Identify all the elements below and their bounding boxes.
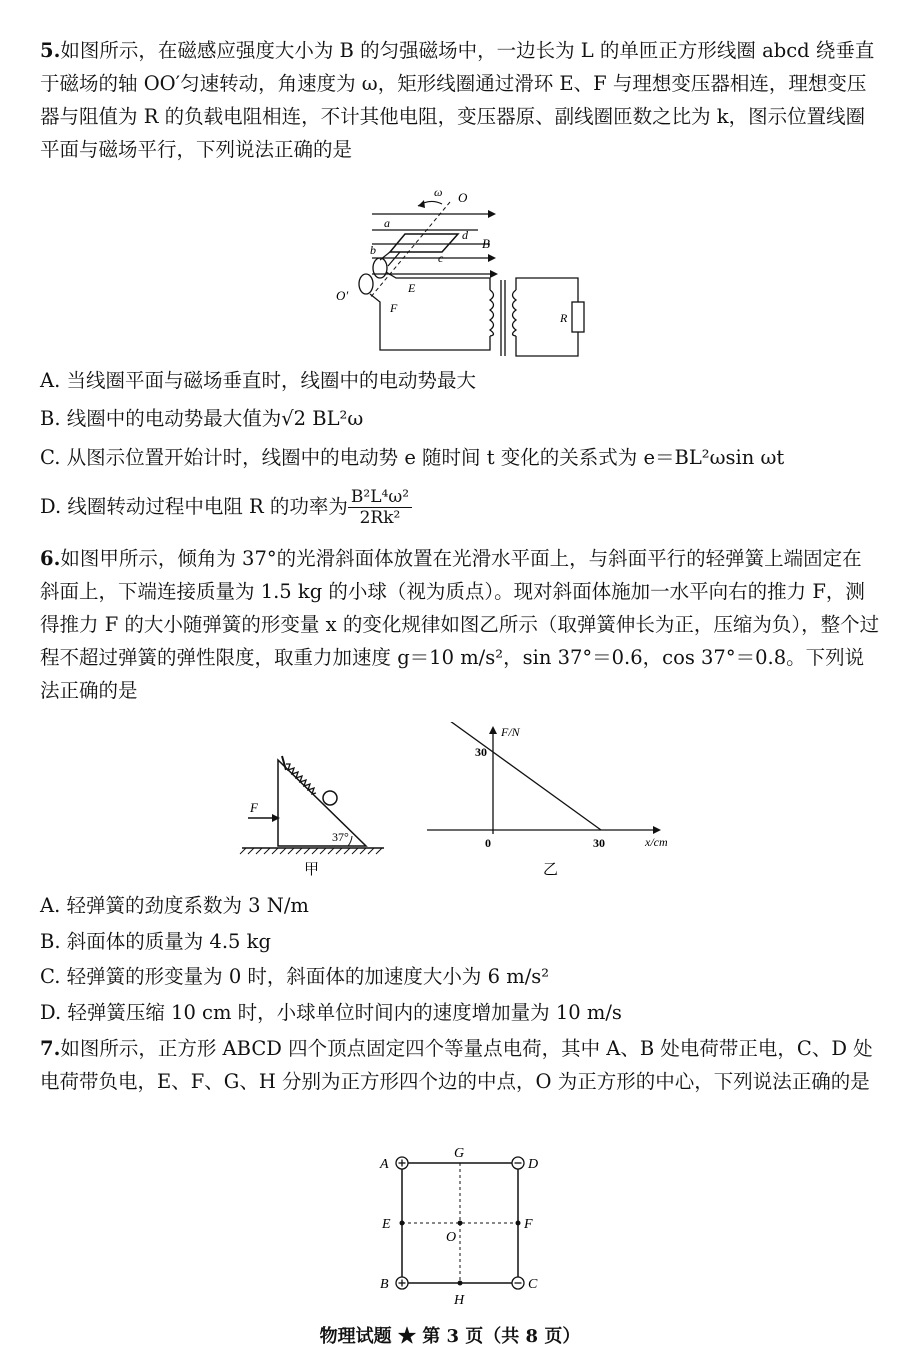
label-e: E [408, 281, 416, 295]
slip-ring-icon [373, 258, 387, 278]
label-o: O [458, 190, 468, 205]
origin-label: 0 [485, 836, 491, 850]
point-f [516, 1221, 521, 1226]
label-a: A [380, 1157, 389, 1172]
positive-charge-icon [396, 1157, 408, 1169]
q7-number: 7. [40, 1037, 61, 1060]
negative-charge-icon [512, 1277, 524, 1289]
slip-ring-icon [359, 274, 373, 294]
x-tick-label: 30 [593, 836, 605, 850]
label-force-f: F [250, 800, 258, 815]
label-f: F [524, 1217, 533, 1232]
label-h: H [454, 1293, 465, 1308]
label-angle: 37° [332, 830, 349, 844]
q6-number: 6. [40, 547, 61, 570]
q5-option-b: B. 线圈中的电动势最大值为√2 BL²ω [40, 407, 364, 430]
label-c: C [528, 1277, 538, 1292]
q6-option-a: A. 轻弹簧的劲度系数为 3 N/m [40, 894, 309, 917]
y-axis-arrow-icon [489, 726, 497, 734]
label-e: E [382, 1217, 391, 1232]
label-b: b [370, 243, 376, 257]
point-o [458, 1221, 463, 1226]
incline-body [278, 760, 366, 846]
fraction-numerator: B²L⁴ω² [348, 487, 412, 508]
wire-e [386, 272, 490, 290]
q6-figure-yi [425, 722, 695, 882]
q7-stem [40, 1032, 880, 1098]
primary-coil [490, 290, 494, 336]
secondary-wire [516, 278, 578, 302]
positive-charge-icon [396, 1277, 408, 1289]
resistor-r [572, 302, 584, 332]
x-axis-label: x/cm [645, 835, 668, 849]
y-axis-label: F/N [501, 725, 520, 739]
q5-stem [40, 34, 880, 166]
x-axis-arrow-icon [653, 826, 661, 834]
caption-jia: 甲 [304, 862, 320, 878]
label-o-prime: O′ [336, 288, 349, 303]
label-omega: ω [434, 185, 443, 199]
q6-option-c: C. 轻弹簧的形变量为 0 时，斜面体的加速度大小为 6 m/s² [40, 965, 550, 988]
label-a: a [384, 216, 390, 230]
fraction-denominator: 2Rk² [359, 508, 401, 528]
q5-option-d-prefix: D. 线圈转动过程中电阻 R 的功率为 [40, 495, 348, 518]
label-r: R [560, 311, 568, 325]
q5-option-d-fraction [348, 487, 412, 528]
label-g: G [454, 1146, 465, 1161]
label-o: O [446, 1230, 457, 1245]
label-f: F [390, 301, 398, 315]
label-b: B [380, 1277, 389, 1292]
q5-option-c: C. 从图示位置开始计时，线圈中的电动势 e 随时间 t 变化的关系式为 e＝BL²ωsin ωt [40, 446, 785, 469]
q6-figure-jia [238, 740, 388, 880]
q6-option-b: B. 斜面体的质量为 4.5 kg [40, 930, 271, 953]
wire-f [370, 294, 490, 350]
q7-stem-text: 如图所示，正方形 ABCD 四个顶点固定四个等量点电荷，其中 A、B 处电荷带正电，C、D 处电荷带负电，E、F、G、H 分别为正方形四个边的中点，O 为正方形的中心，下列说法正确的是 [40, 1037, 873, 1093]
label-b-field: B [482, 236, 490, 251]
q7-figure [370, 1145, 550, 1315]
caption-yi: 乙 [543, 862, 559, 878]
q5-option-a: A. 当线圈平面与磁场垂直时，线圈中的电动势最大 [40, 369, 476, 392]
negative-charge-icon [512, 1157, 524, 1169]
q5-option-d [40, 482, 412, 532]
q5-number: 5. [40, 39, 61, 62]
q5-stem-text: 如图所示，在磁感应强度大小为 B 的匀强磁场中，一边长为 L 的单匝正方形线圈 abcd 绕垂直于磁场的轴 OO′匀速转动，角速度为 ω，矩形线圈通过滑环 E、F 与理想变压器相连，理想变压器与阻值为 R 的负载电阻相连，不计其他电阻，变压器原、副线圈匝数之比为 k，图示位置线圈平面与磁场平行，下列说法正确的是 [40, 39, 875, 161]
point-e [400, 1221, 405, 1226]
q6-stem-text: 如图甲所示，倾角为 37°的光滑斜面体放置在光滑水平面上，与斜面平行的轻弹簧上端固定在斜面上，下端连接质量为 1.5 kg 的小球（视为质点）。现对斜面体施加一水平向右的推力 F，测得推力 F 的大小随弹簧的形变量 x 的变化规律如图乙所示（取弹簧伸长为正，压缩为负），整个过程不超过弹簧的弹性限度，取重力加速度 g＝10 m/s²，sin 37°＝0.6，cos 37°＝0.8。下列说法正确的是 [40, 547, 880, 702]
coil-abcd [390, 234, 458, 252]
q5-figure [330, 180, 600, 370]
y-tick-label: 30 [475, 745, 487, 759]
q6-option-d: D. 轻弹簧压缩 10 cm 时，小球单位时间内的速度增加量为 10 m/s [40, 1001, 622, 1024]
point-h [458, 1281, 463, 1286]
label-d: d [462, 228, 468, 242]
label-c: c [438, 251, 444, 265]
secondary-coil [513, 290, 517, 336]
page-footer: 物理试题 ★ 第 3 页（共 8 页） [319, 1326, 581, 1347]
ball [323, 791, 337, 805]
q6-stem [40, 542, 880, 707]
label-d: D [528, 1157, 539, 1172]
